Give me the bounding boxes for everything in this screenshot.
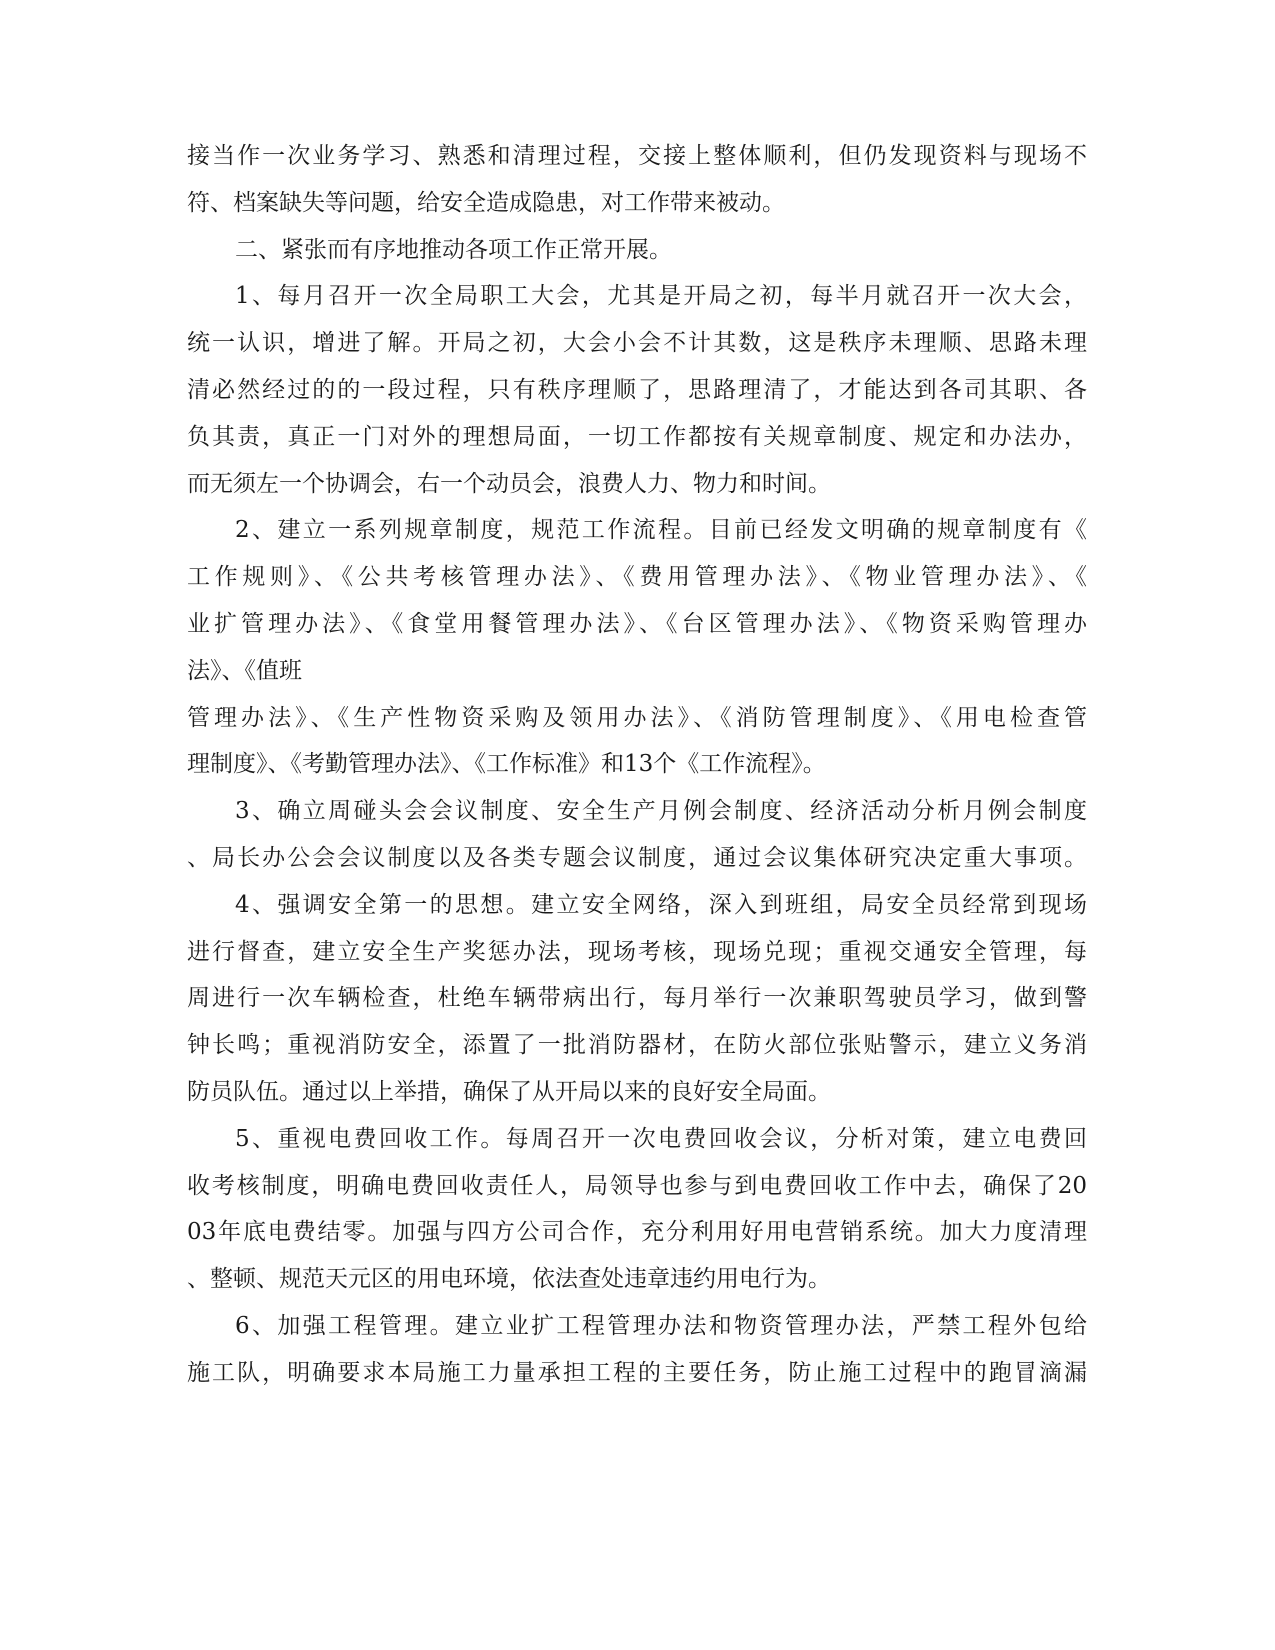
text-line: 符、档案缺失等问题，给安全造成隐患，对工作带来被动。: [187, 189, 785, 216]
text-line: 管理办法》、《生产性物资采购及领用办法》、《消防管理制度》、《用电检查管: [187, 704, 1087, 731]
text-line: 钟长鸣；重视消防安全，添置了一批消防器材，在防火部位张贴警示，建立义务消: [187, 1032, 1087, 1059]
text-line: 负其责，真正一门对外的理想局面，一切工作都按有关规章制度、规定和办法办，: [187, 423, 1087, 450]
text-line: 接当作一次业务学习、熟悉和清理过程，交接上整体顺利，但仍发现资料与现场不: [187, 143, 1087, 169]
paragraph-first-line: 6、加强工程管理。建立业扩工程管理办法和物资管理办法，严禁工程外包给: [235, 1313, 1087, 1339]
text-line: 法》、《值班: [187, 657, 302, 684]
paragraph-first-line: 3、确立周碰头会会议制度、安全生产月例会制度、经济活动分析月例会制度: [235, 798, 1087, 825]
paragraph-first-line: 二、紧张而有序地推动各项工作正常开展。: [235, 236, 672, 263]
text-line: 、整顿、规范天元区的用电环境，依法查处违章违约用电行为。: [187, 1266, 831, 1293]
text-line: 而无须左一个协调会，右一个动员会，浪费人力、物力和时间。: [187, 470, 831, 497]
text-line: 理制度》、《考勤管理办法》、《工作标准》和13个《工作流程》。: [187, 751, 826, 778]
text-line: 周进行一次车辆检查，杜绝车辆带病出行，每月举行一次兼职驾驶员学习，做到警: [187, 985, 1087, 1012]
paragraph-first-line: 1、每月召开一次全局职工大会，尤其是开局之初，每半月就召开一次大会，: [235, 283, 1087, 310]
text-line: 进行督查，建立安全生产奖惩办法，现场考核，现场兑现；重视交通安全管理，每: [187, 938, 1087, 965]
text-line: 清必然经过的的一段过程，只有秩序理顺了，思路理清了，才能达到各司其职、各: [187, 377, 1087, 403]
text-line: 、局长办公会会议制度以及各类专题会议制度，通过会议集体研究决定重大事项。: [187, 845, 1087, 871]
paragraph-first-line: 4、强调安全第一的思想。建立安全网络，深入到班组，局安全员经常到现场: [235, 891, 1087, 918]
text-line: 统一认识，增进了解。开局之初，大会小会不计其数，这是秩序未理顺、思路未理: [187, 330, 1087, 357]
text-line: 施工队，明确要求本局施工力量承担工程的主要任务，防止施工过程中的跑冒滴漏: [187, 1359, 1087, 1386]
text-line: 收考核制度，明确电费回收责任人，局领导也参与到电费回收工作中去，确保了20: [187, 1172, 1087, 1199]
paragraph-first-line: 2、建立一系列规章制度，规范工作流程。目前已经发文明确的规章制度有《: [235, 517, 1087, 544]
paragraph-first-line: 5、重视电费回收工作。每周召开一次电费回收会议，分析对策，建立电费回: [235, 1125, 1087, 1152]
text-line: 防员队伍。通过以上举措，确保了从开局以来的良好安全局面。: [187, 1079, 831, 1105]
text-line: 业扩管理办法》、《食堂用餐管理办法》、《台区管理办法》、《物资采购管理办: [187, 611, 1087, 637]
text-line: 03年底电费结零。加强与四方公司合作，充分利用好用电营销系统。加大力度清理: [187, 1219, 1087, 1246]
text-line: 工作规则》、《公共考核管理办法》、《费用管理办法》、《物业管理办法》、《: [187, 564, 1087, 591]
